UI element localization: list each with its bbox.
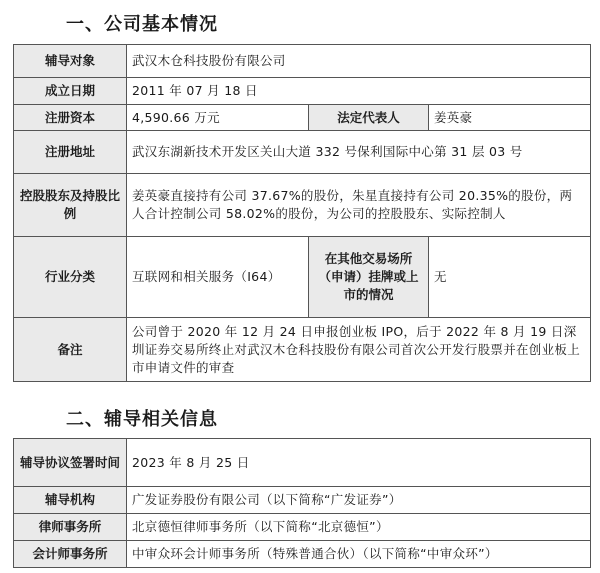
remarks-value: 公司曾于 2020 年 12 月 24 日申报创业板 IPO，后于 2022 年 8 月 19 日深圳证券交易所终止对武汉木仓科技股份有限公司首次公开发行股票并在创业板上市申请文件的审查 <box>127 318 591 382</box>
table-row <box>14 487 591 514</box>
other-listing-label: 在其他交易场所（申请）挂牌或上市的情况 <box>309 237 429 318</box>
capital-label: 注册资本 <box>14 105 127 131</box>
tutoring-info-table <box>13 438 591 568</box>
remarks-label: 备注 <box>14 318 127 382</box>
legal-rep-value: 姜英豪 <box>429 105 591 131</box>
controller-label: 控股股东及持股比例 <box>14 174 127 237</box>
table-row <box>14 514 591 541</box>
company-basic-info-table <box>13 44 591 382</box>
other-listing-value: 无 <box>429 237 591 318</box>
table-row <box>14 318 591 382</box>
table-row <box>14 541 591 568</box>
founded-value: 2011 年 07 月 18 日 <box>127 78 591 105</box>
address-label: 注册地址 <box>14 131 127 174</box>
table-row <box>14 439 591 487</box>
table-row <box>14 174 591 237</box>
founded-label: 成立日期 <box>14 78 127 105</box>
capital-value: 4,590.66 万元 <box>127 105 309 131</box>
sign-time-value: 2023 年 8 月 25 日 <box>127 439 591 487</box>
law-firm-value: 北京德恒律师事务所（以下简称“北京德恒”） <box>127 514 591 541</box>
institution-value: 广发证券股份有限公司（以下简称“广发证券”） <box>127 487 591 514</box>
accounting-value: 中审众环会计师事务所（特殊普通合伙）（以下简称“中审众环”） <box>127 541 591 568</box>
sign-time-label: 辅导协议签署时间 <box>14 439 127 487</box>
table-row <box>14 78 591 105</box>
target-value: 武汉木仓科技股份有限公司 <box>127 45 591 78</box>
legal-rep-label: 法定代表人 <box>309 105 429 131</box>
address-value: 武汉东湖新技术开发区关山大道 332 号保利国际中心第 31 层 03 号 <box>127 131 591 174</box>
section-1-title: 一、公司基本情况 <box>66 14 218 35</box>
table-row <box>14 131 591 174</box>
table-row <box>14 237 591 318</box>
industry-value: 互联网和相关服务（I64） <box>127 237 309 318</box>
table-row <box>14 45 591 78</box>
industry-label: 行业分类 <box>14 237 127 318</box>
law-firm-label: 律师事务所 <box>14 514 127 541</box>
section-2-title: 二、辅导相关信息 <box>66 409 218 430</box>
accounting-label: 会计师事务所 <box>14 541 127 568</box>
institution-label: 辅导机构 <box>14 487 127 514</box>
controller-value: 姜英豪直接持有公司 37.67%的股份，朱星直接持有公司 20.35%的股份，两人合计控制公司 58.02%的股份，为公司的控股股东、实际控制人 <box>127 174 591 237</box>
target-label: 辅导对象 <box>14 45 127 78</box>
table-row <box>14 105 591 131</box>
